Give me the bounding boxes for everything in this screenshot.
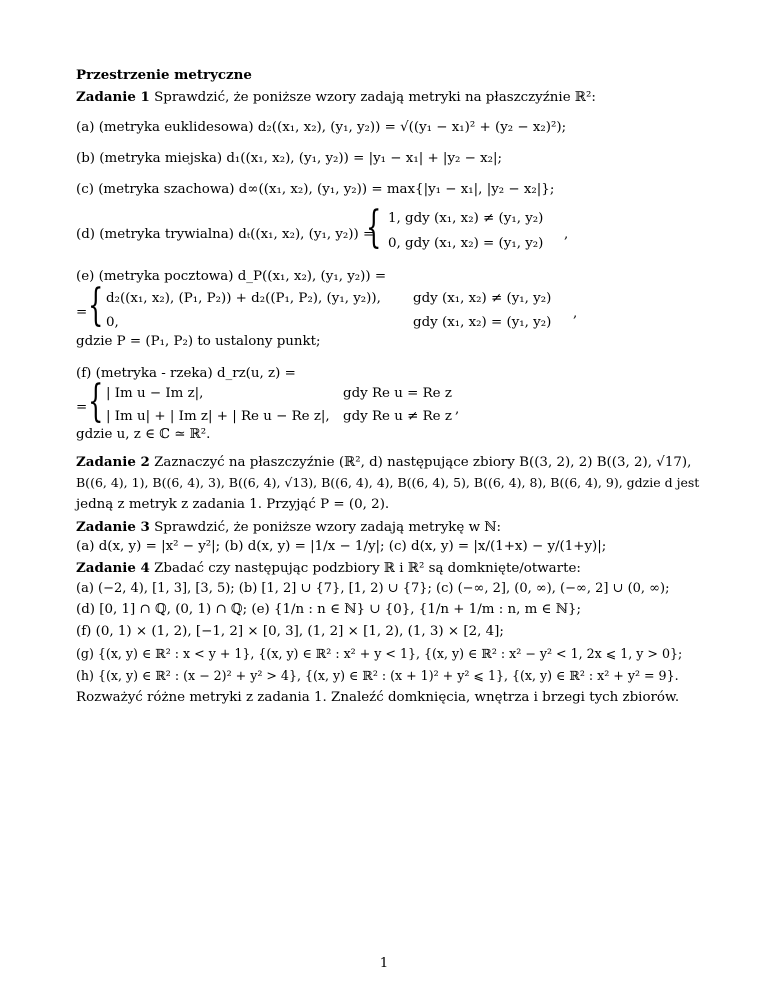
task-2-title: Zadanie 2 xyxy=(76,454,150,470)
task-4-intro-line xyxy=(76,560,581,577)
task-4-intro: Zbadać czy następując podzbiory ℝ i ℝ² są domknięte/otwarte: xyxy=(154,561,581,576)
task-1-item-b: (b) (metryka miejska) d₁((x₁, x₂), (y₁, y₂)) = |y₁ − x₁| + |y₂ − x₂|; xyxy=(76,151,503,166)
task-4-title: Zadanie 4 xyxy=(76,560,150,576)
task-2-line-2: B((6, 4), 1), B((6, 4), 3), B((6, 4), √13), B((6, 4), 4), B((6, 4), 5), B((6, 4), 8), B((6, 4), 9), gdzie d jest xyxy=(76,475,700,490)
task-1-item-e-comma: , xyxy=(573,306,578,321)
task-1-item-e-case-1-cond: gdy (x₁, x₂) ≠ (y₁, y₂) xyxy=(413,291,552,306)
task-4-item-d-e: (d) [0, 1] ∩ ℚ, (0, 1) ∩ ℚ; (e) {1/n : n ∈ ℕ} ∪ {0}, {1/n + 1/m : n, m ∈ ℕ}; xyxy=(76,602,581,617)
task-1-item-e-case-2-cond: gdy (x₁, x₂) = (y₁, y₂) xyxy=(413,315,552,330)
task-1-item-f-case-1: | Im u − Im z|, xyxy=(106,386,204,401)
task-1-item-f-case-1-cond: gdy Re u = Re z xyxy=(343,386,452,401)
task-1-item-d-lhs: (d) (metryka trywialna) dₜ((x₁, x₂), (y₁, y₂)) = xyxy=(76,227,375,242)
task-1-item-f-note: gdzie u, z ∈ ℂ ≃ ℝ². xyxy=(76,427,211,442)
cases-brace: { xyxy=(366,202,382,253)
task-4-item-f: (f) (0, 1) × (1, 2), [−1, 2] × [0, 3], (1, 2] × [1, 2), (1, 3) × [2, 4]; xyxy=(76,624,504,639)
page-number: 1 xyxy=(379,956,389,971)
task-4-closing: Rozważyć różne metryki z zadania 1. Znaleźć domknięcia, wnętrza i brzegi tych zbiorów. xyxy=(76,690,680,705)
task-3-formulas: (a) d(x, y) = |x² − y²|; (b) d(x, y) = |1/x − 1/y|; (c) d(x, y) = |x/(1+x) − y/(1+y)|; xyxy=(76,539,607,554)
task-1-item-e-case-1: d₂((x₁, x₂), (P₁, P₂)) + d₂((P₁, P₂), (y₁, y₂)), xyxy=(106,291,381,306)
task-3-intro-line xyxy=(76,519,501,536)
task-1-intro: Sprawdzić, że poniższe wzory zadają metryki na płaszczyźnie ℝ²: xyxy=(154,90,596,105)
task-2-line-1 xyxy=(76,454,691,471)
section-heading: Przestrzenie metryczne xyxy=(76,67,252,83)
task-1-item-d-case-1: 1, gdy (x₁, x₂) ≠ (y₁, y₂) xyxy=(388,211,544,226)
task-2-text-1: Zaznaczyć na płaszczyźnie (ℝ², d) następujące zbiory B((3, 2), 2) B((3, 2), √17), xyxy=(154,455,692,470)
task-1-item-f-case-2: | Im u| + | Im z| + | Re u − Re z|, xyxy=(106,409,330,424)
task-1-item-e-case-2: 0, xyxy=(106,315,119,330)
task-1-item-c: (c) (metryka szachowa) d∞((x₁, x₂), (y₁, y₂)) = max{|y₁ − x₁|, |y₂ − x₂|}; xyxy=(76,182,555,197)
task-1-item-a: (a) (metryka euklidesowa) d₂((x₁, x₂), (y₁, y₂)) = √((y₁ − x₁)² + (y₂ − x₂)²); xyxy=(76,120,567,135)
task-3-title: Zadanie 3 xyxy=(76,519,150,535)
task-4-item-g: (g) {(x, y) ∈ ℝ² : x < y + 1}, {(x, y) ∈ ℝ² : x² + y < 1}, {(x, y) ∈ ℝ² : x² − y² < 1, 2x ⩽ 1, y > 0}; xyxy=(76,646,683,661)
task-3-intro: Sprawdzić, że poniższe wzory zadają metrykę w ℕ: xyxy=(154,520,502,535)
task-1-item-d-case-2: 0, gdy (x₁, x₂) = (y₁, y₂) xyxy=(388,236,544,251)
task-1-intro-line xyxy=(76,89,596,106)
task-1-item-f-case-2-cond: gdy Re u ≠ Re z xyxy=(343,409,452,424)
task-1-item-e-lhs: (e) (metryka pocztowa) d_P((x₁, x₂), (y₁, y₂)) = xyxy=(76,269,387,284)
task-1-item-f-lhs: (f) (metryka - rzeka) d_rz(u, z) = xyxy=(76,366,296,381)
task-2-line-3: jedną z metryk z zadania 1. Przyjąć P = (0, 2). xyxy=(76,497,390,512)
task-1-item-e-equals: = xyxy=(76,305,88,320)
task-1-title: Zadanie 1 xyxy=(76,89,150,105)
cases-brace: { xyxy=(88,376,104,427)
task-1-item-e-note: gdzie P = (P₁, P₂) to ustalony punkt; xyxy=(76,334,321,349)
task-1-item-f-equals: = xyxy=(76,400,88,415)
task-4-item-a-c: (a) (−2, 4), [1, 3], [3, 5); (b) [1, 2] ∪ {7}, [1, 2) ∪ {7}; (c) (−∞, 2], (0, ∞), (−∞, 2] ∪ (0, ∞); xyxy=(76,581,670,596)
task-4-item-h: (h) {(x, y) ∈ ℝ² : (x − 2)² + y² > 4}, {(x, y) ∈ ℝ² : (x + 1)² + y² ⩽ 1}, {(x, y) ∈ ℝ² : x² + y² = 9}. xyxy=(76,668,679,683)
cases-brace: { xyxy=(88,280,104,331)
task-1-item-f-comma: , xyxy=(455,402,460,417)
task-1-item-d-comma: , xyxy=(564,227,569,242)
